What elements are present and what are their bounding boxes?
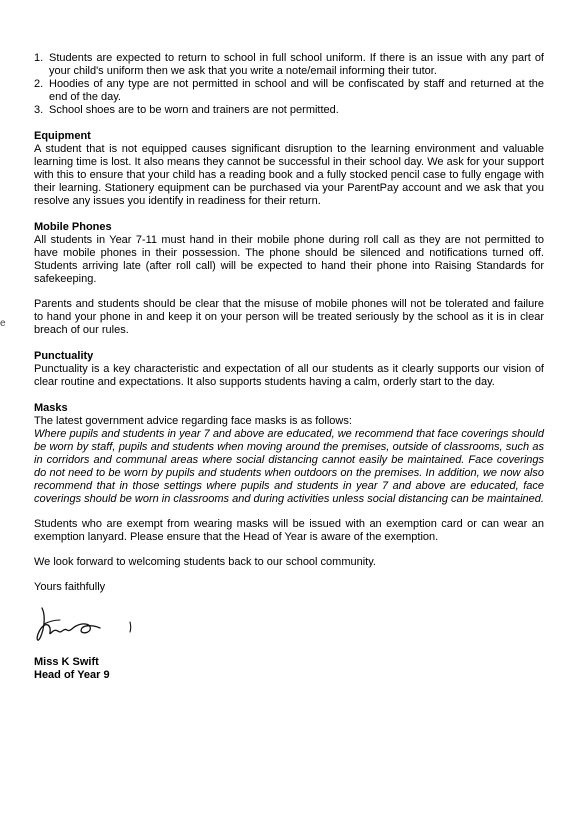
mobile-phones-paragraph: All students in Year 7-11 must hand in their mobile phone during roll call as they are not permitted to have mobile phones in their possession. The phone should be silenced and notifications turned off. Students arriving late (after roll call) will be expected to hand their phone into Raising Standards for safekeeping.	[34, 234, 544, 285]
letter-page	[34, 52, 544, 682]
list-item-text: Hoodies of any type are not permitted in school and will be confiscated by staff and returned at the end of the day.	[49, 78, 544, 103]
sign-off: Yours faithfully	[34, 581, 106, 593]
list-item	[34, 104, 544, 117]
rules-list	[34, 52, 544, 117]
equipment-heading: Equipment	[34, 130, 91, 142]
list-item-text: Students are expected to return to school in full school uniform. If there is an issue with any part of your child's uniform then we ask that you write a note/email informing their tutor.	[49, 52, 544, 77]
signature-image	[34, 602, 154, 648]
masks-exemption-paragraph: Students who are exempt from wearing masks will be issued with an exemption card or can wear an exemption lanyard. Please ensure that the Head of Year is aware of the exemption.	[34, 518, 544, 543]
list-item	[34, 52, 544, 78]
list-item	[34, 78, 544, 104]
signatory-name: Miss K Swift	[34, 656, 99, 668]
equipment-paragraph: A student that is not equipped causes significant disruption to the learning environment and valuable learning time is lost. It also means they cannot be successful in their school day. We ask for your support with this to ensure that your child has a reading book and a fully stocked pencil case to fully engage with their learning. Stationery equipment can be purchased via your ParentPay account and we ask that you resolve any issues you identify in readiness for their return.	[34, 143, 544, 207]
mobile-phones-misuse-paragraph: Parents and students should be clear that the misuse of mobile phones will not be tolerated and failure to hand your phone in and keep it on your person will be treated seriously by the school as it is in clear breach of our rules.	[34, 298, 544, 336]
closing-welcome: We look forward to welcoming students back to our school community.	[34, 556, 376, 568]
masks-intro: The latest government advice regarding face masks is as follows:	[34, 415, 352, 427]
signatory-title: Head of Year 9	[34, 669, 110, 681]
list-item-number: 3.	[34, 104, 44, 116]
list-item-number: 2.	[34, 78, 44, 90]
mobile-phones-heading: Mobile Phones	[34, 221, 112, 233]
list-item-text: School shoes are to be worn and trainers are not permitted.	[49, 104, 339, 116]
margin-mark: e	[0, 318, 6, 329]
punctuality-paragraph: Punctuality is a key characteristic and expectation of all our students as it clearly supports our vision of clear routine and expectations. It also supports students having a calm, orderly start to the day.	[34, 363, 544, 388]
list-item-number: 1.	[34, 52, 44, 64]
masks-heading: Masks	[34, 402, 68, 414]
masks-guidance-quote: Where pupils and students in year 7 and above are educated, we recommend that face coverings should be worn by staff, pupils and students when moving around the premises, outside of classrooms, such as in corridors and communal areas where social distancing cannot easily be maintained. Face coverings do not need to be worn by pupils and students when outdoors on the premises. In addition, we now also recommend that in those settings where pupils and students in year 7 and above are educated, face coverings should be worn in classrooms and during activities unless social distancing can be maintained.	[34, 428, 544, 505]
punctuality-heading: Punctuality	[34, 350, 94, 362]
